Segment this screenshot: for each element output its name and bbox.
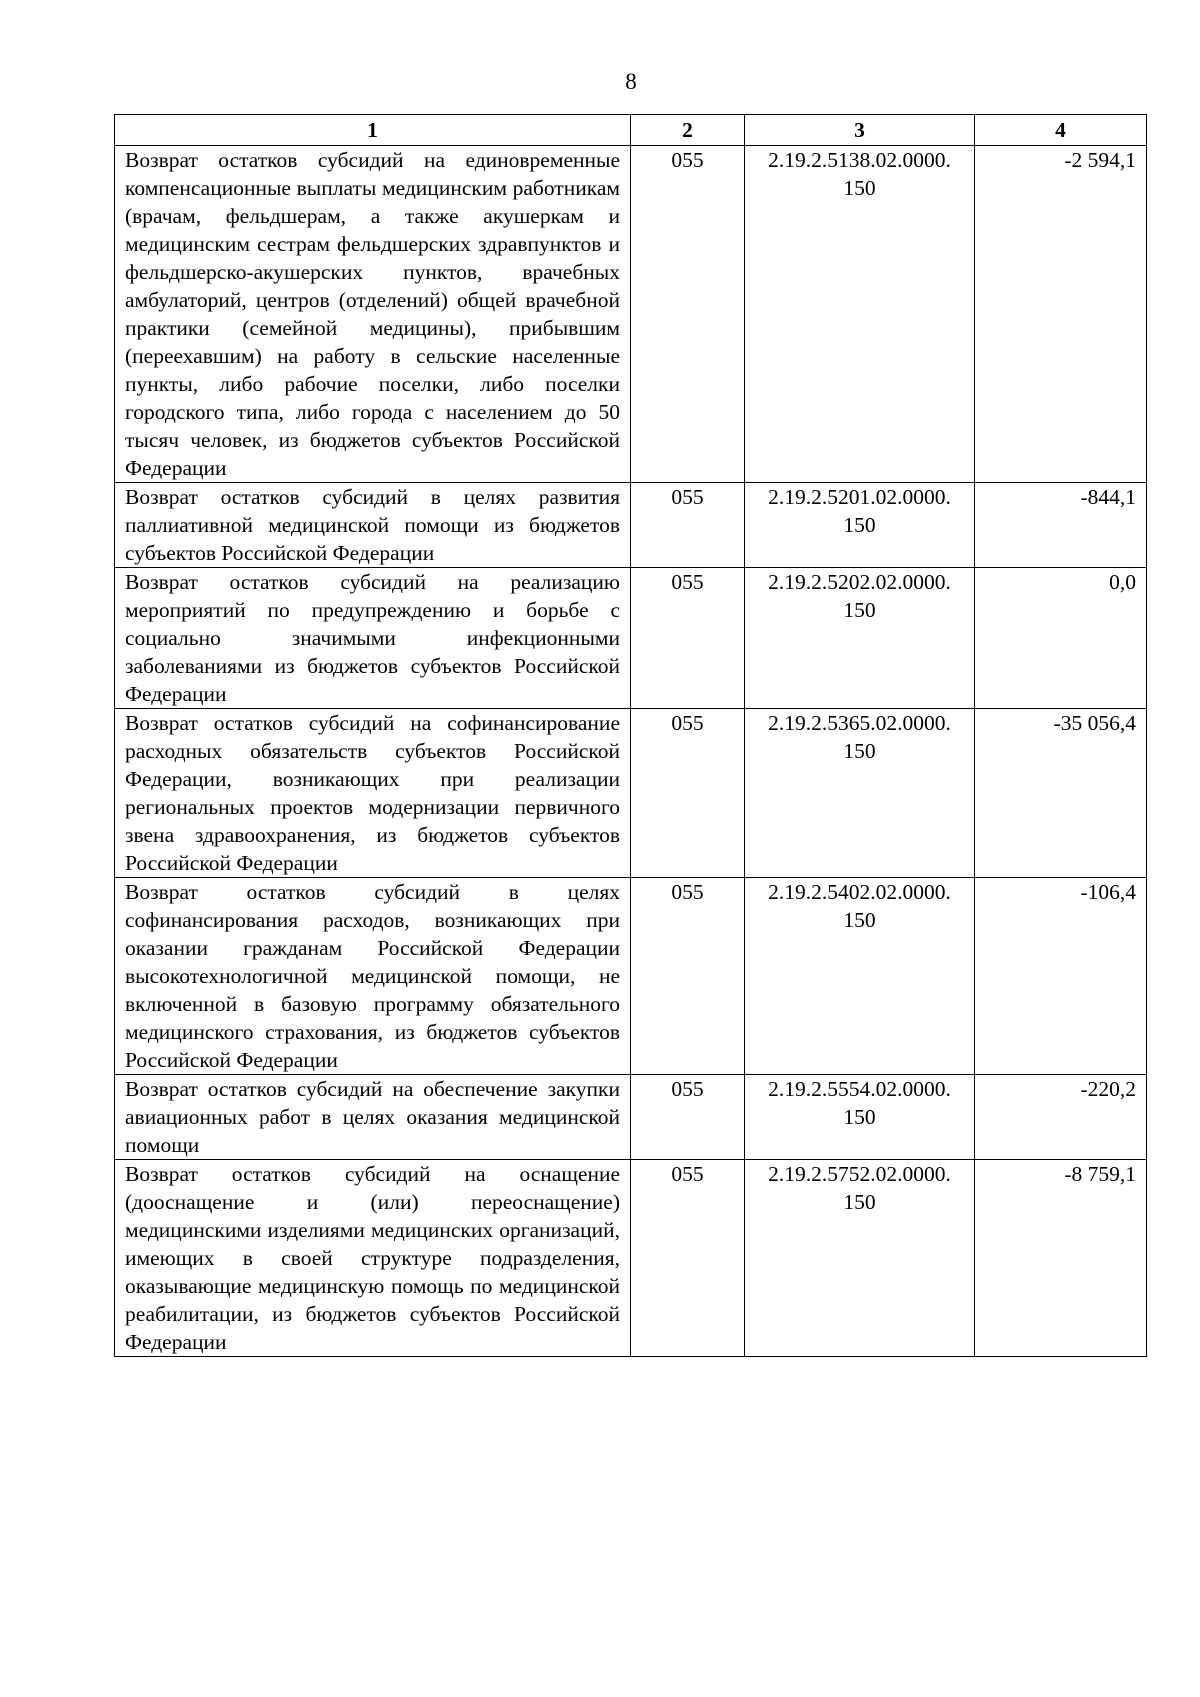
table-row (115, 878, 1147, 1075)
budget-code-part-2: 150 (843, 598, 876, 622)
row-description: Возврат остатков субсидий на софинансирование расходных обязательств субъектов Российской Федерации, возникающих при реализации региональных проектов модернизации первичного звена здравоохранения, из бюджетов субъектов Российской Федерации (115, 709, 631, 878)
row-description: Возврат остатков субсидий на оснащение (дооснащение и (или) переоснащение) медицинскими изделиями медицинских организаций, имеющих в своей структуре подразделения, оказывающие медицинскую помощь по медицинской реабилитации, из бюджетов субъектов Российской Федерации (115, 1160, 631, 1357)
row-budget-code (745, 878, 975, 1075)
table-row (115, 568, 1147, 709)
budget-code-part-1: 2.19.2.5202.02.0000. (768, 570, 951, 594)
row-budget-code (745, 568, 975, 709)
budget-code-part-1: 2.19.2.5402.02.0000. (768, 880, 951, 904)
header-col-3: 3 (745, 115, 975, 146)
row-amount: -106,4 (975, 878, 1147, 1075)
budget-code-part-2: 150 (843, 1105, 876, 1129)
header-col-1: 1 (115, 115, 631, 146)
budget-code-part-2: 150 (843, 908, 876, 932)
row-description: Возврат остатков субсидий в целях развития паллиативной медицинской помощи из бюджетов субъектов Российской Федерации (115, 483, 631, 568)
table-header (115, 115, 1147, 146)
budget-code-part-1: 2.19.2.5201.02.0000. (768, 485, 951, 509)
row-amount: -2 594,1 (975, 146, 1147, 483)
budget-code-part-2: 150 (843, 739, 876, 763)
row-amount: 0,0 (975, 568, 1147, 709)
budget-code-part-1: 2.19.2.5138.02.0000. (768, 148, 951, 172)
table-row (115, 709, 1147, 878)
row-description: Возврат остатков субсидий на обеспечение закупки авиационных работ в целях оказания медицинской помощи (115, 1075, 631, 1160)
table-body (115, 146, 1147, 1357)
row-amount: -35 056,4 (975, 709, 1147, 878)
table-row (115, 1160, 1147, 1357)
budget-code-part-1: 2.19.2.5554.02.0000. (768, 1077, 951, 1101)
row-description: Возврат остатков субсидий в целях софинансирования расходов, возникающих при оказании гражданам Российской Федерации высокотехнологичной медицинской помощи, не включенной в базовую программу обязательного медицинского страхования, из бюджетов субъектов Российской Федерации (115, 878, 631, 1075)
table-row (115, 1075, 1147, 1160)
budget-code-part-1: 2.19.2.5365.02.0000. (768, 711, 951, 735)
table-row (115, 146, 1147, 483)
row-admin-code: 055 (631, 878, 745, 1075)
row-description: Возврат остатков субсидий на единовременные компенсационные выплаты медицинским работникам (врачам, фельдшерам, а также акушеркам и медицинским сестрам фельдшерских здравпунктов и фельдшерско-акушерских пунктов, врачебных амбулаторий, центров (отделений) общей врачебной практики (семейной медицины), прибывшим (переехавшим) на работу в сельские населенные пункты, либо рабочие поселки, либо поселки городского типа, либо города с населением до 50 тысяч человек, из бюджетов субъектов Российской Федерации (115, 146, 631, 483)
budget-table (114, 114, 1147, 1357)
row-admin-code: 055 (631, 146, 745, 483)
row-budget-code (745, 1075, 975, 1160)
row-amount: -220,2 (975, 1075, 1147, 1160)
row-budget-code (745, 709, 975, 878)
row-description: Возврат остатков субсидий на реализацию мероприятий по предупреждению и борьбе с социально значимыми инфекционными заболеваниями из бюджетов субъектов Российской Федерации (115, 568, 631, 709)
table-row (115, 483, 1147, 568)
page-number: 8 (625, 69, 637, 94)
row-admin-code: 055 (631, 568, 745, 709)
row-admin-code: 055 (631, 709, 745, 878)
budget-code-part-2: 150 (843, 176, 876, 200)
row-amount: -8 759,1 (975, 1160, 1147, 1357)
header-col-2: 2 (631, 115, 745, 146)
row-budget-code (745, 483, 975, 568)
row-budget-code (745, 1160, 975, 1357)
row-admin-code: 055 (631, 1075, 745, 1160)
row-admin-code: 055 (631, 1160, 745, 1357)
row-amount: -844,1 (975, 483, 1147, 568)
budget-code-part-2: 150 (843, 513, 876, 537)
header-row (115, 115, 1147, 146)
budget-code-part-2: 150 (843, 1190, 876, 1214)
budget-code-part-1: 2.19.2.5752.02.0000. (768, 1162, 951, 1186)
header-col-4: 4 (975, 115, 1147, 146)
row-budget-code (745, 146, 975, 483)
row-admin-code: 055 (631, 483, 745, 568)
